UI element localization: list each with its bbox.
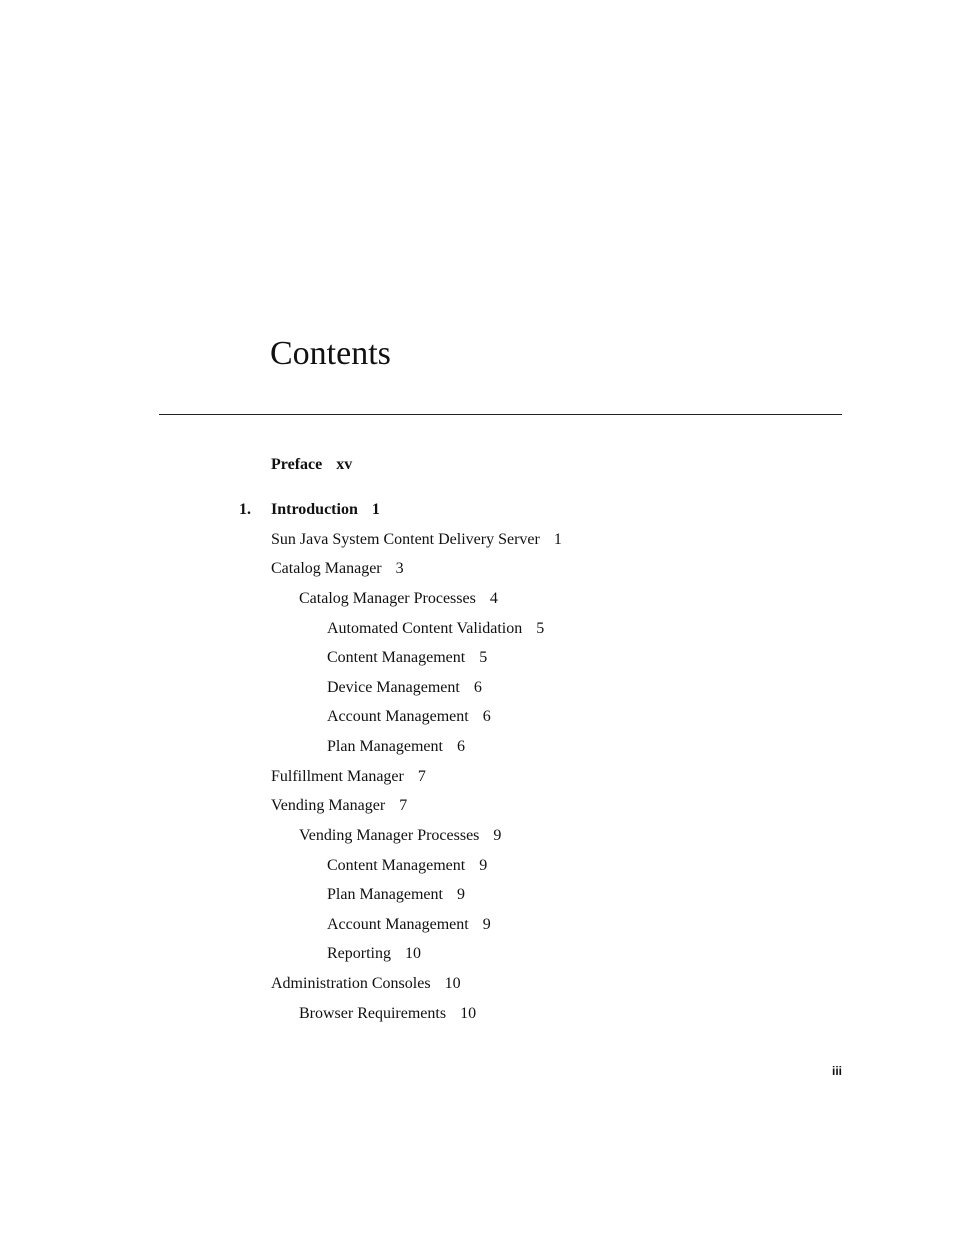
toc-entry-label: Sun Java System Content Delivery Server: [271, 531, 540, 548]
toc-entry-label: Automated Content Validation: [327, 620, 523, 637]
toc-entry-label: Introduction: [271, 501, 358, 518]
toc-entry-page: 3: [395, 560, 404, 577]
toc-entry-label: Browser Requirements: [299, 1005, 447, 1022]
toc-entry-chapter-1[interactable]: [239, 500, 380, 520]
toc-entry[interactable]: [327, 648, 487, 668]
toc-entry[interactable]: [327, 619, 544, 639]
page-title: Contents: [270, 335, 391, 372]
toc-entry-label: Content Management: [327, 857, 466, 874]
toc-entry[interactable]: [327, 885, 465, 905]
toc-entry-page: 5: [479, 649, 488, 666]
toc-entry-preface[interactable]: [271, 455, 352, 475]
toc-entry[interactable]: [271, 559, 404, 579]
toc-entry-page: 9: [456, 886, 465, 903]
toc-entry[interactable]: [299, 589, 498, 609]
toc-entry[interactable]: [327, 856, 487, 876]
toc-entry-label: Account Management: [327, 916, 469, 933]
toc-entry[interactable]: [327, 707, 491, 727]
toc-entry-page: 10: [444, 975, 461, 992]
toc-entry[interactable]: [327, 737, 465, 757]
toc-entry-page: 4: [489, 590, 498, 607]
toc-entry-page: 10: [405, 945, 421, 962]
toc-entry-page: 6: [473, 679, 482, 696]
page-number: iii: [831, 1064, 842, 1078]
toc-entry-label: Account Management: [327, 708, 469, 725]
toc-entry-label: Preface: [271, 456, 323, 473]
toc-entry[interactable]: [299, 826, 501, 846]
toc-entry-page: 1: [371, 501, 380, 518]
toc-entry-page: 9: [482, 916, 491, 933]
toc-entry-page: 1: [553, 531, 562, 548]
toc-entry-label: Vending Manager: [271, 797, 386, 814]
toc-entry[interactable]: [271, 796, 407, 816]
toc-entry[interactable]: [271, 767, 426, 787]
toc-entry-label: Device Management: [327, 679, 460, 696]
toc-entry[interactable]: [271, 974, 461, 994]
title-rule: [159, 414, 842, 415]
toc-entry[interactable]: [271, 530, 562, 550]
toc-entry-page: 7: [417, 768, 426, 785]
toc-entry[interactable]: [327, 944, 421, 964]
toc-entry[interactable]: [299, 1004, 476, 1024]
toc-entry-label: Plan Management: [327, 886, 443, 903]
toc-entry-page: 10: [460, 1005, 477, 1022]
toc-entry-page: 7: [399, 797, 408, 814]
toc-entry-label: Administration Consoles: [271, 975, 431, 992]
toc-chapter-number: 1.: [239, 501, 251, 518]
toc-entry-page: 9: [479, 857, 488, 874]
toc-entry-label: Fulfillment Manager: [271, 768, 404, 785]
toc-entry-label: Plan Management: [327, 738, 443, 755]
toc-entry-page: 9: [493, 827, 502, 844]
toc-entry-label: Reporting: [327, 945, 391, 962]
toc-entry-label: Vending Manager Processes: [299, 827, 480, 844]
toc-entry[interactable]: [327, 678, 482, 698]
toc-entry-page: xv: [336, 456, 353, 473]
toc-entry-label: Catalog Manager Processes: [299, 590, 476, 607]
toc-entry-page: 6: [482, 708, 491, 725]
toc-entry-label: Content Management: [327, 649, 466, 666]
toc-entry[interactable]: [327, 915, 491, 935]
toc-entry-label: Catalog Manager: [271, 560, 382, 577]
toc-entry-page: 6: [456, 738, 465, 755]
toc-entry-page: 5: [536, 620, 545, 637]
